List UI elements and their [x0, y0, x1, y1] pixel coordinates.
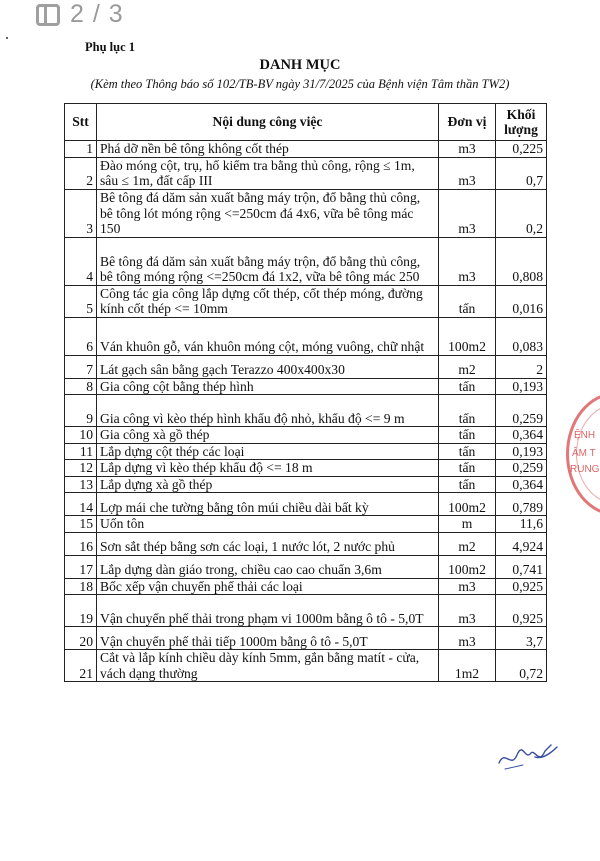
row-unit: m [439, 516, 496, 533]
table-row [65, 595, 547, 627]
appendix-label: Phụ lục 1 [85, 40, 136, 54]
row-unit: tấn [439, 285, 496, 317]
row-content: Bê tông đá dăm sản xuất bằng máy trộn, đổ bằng thủ công, bê tông lót móng rộng <=250cm đá 4x6, vữa bê tông mác 150 [97, 189, 439, 237]
row-quantity: 0,259 [496, 460, 547, 477]
row-quantity: 0,925 [496, 595, 547, 627]
row-content: Sơn sắt thép bằng sơn các loại, 1 nước lót, 2 nước phủ [97, 532, 439, 555]
row-content: Cắt và lắp kính chiều dày kính 5mm, gắn bằng matít - cửa, vách dạng thường [97, 650, 439, 682]
table-row [65, 650, 547, 682]
row-stt: 12 [65, 460, 97, 477]
row-stt: 18 [65, 578, 97, 595]
row-unit: m2 [439, 532, 496, 555]
row-stt: 3 [65, 189, 97, 237]
row-quantity: 3,7 [496, 627, 547, 650]
row-content: Gia công xà gồ thép [97, 427, 439, 444]
row-quantity: 4,924 [496, 532, 547, 555]
document-subtitle: (Kèm theo Thông báo số 102/TB-BV ngày 31/7/2025 của Bệnh viện Tâm thần TW2) [90, 77, 510, 91]
row-stt: 2 [65, 157, 97, 189]
table-row [65, 578, 547, 595]
row-quantity: 0,7 [496, 157, 547, 189]
row-quantity: 0,741 [496, 555, 547, 578]
table-row [65, 493, 547, 516]
row-quantity: 0,808 [496, 237, 547, 285]
document-icon [36, 4, 60, 26]
page-indicator [36, 0, 124, 29]
row-stt: 5 [65, 285, 97, 317]
row-unit: 100m2 [439, 555, 496, 578]
table-row [65, 355, 547, 378]
row-stt: 15 [65, 516, 97, 533]
row-unit: m2 [439, 355, 496, 378]
table-row [65, 516, 547, 533]
stamp-text-3: RUNG [570, 464, 600, 475]
table-row [65, 476, 547, 493]
speck [6, 37, 8, 39]
table-row [65, 395, 547, 427]
row-quantity: 0,259 [496, 395, 547, 427]
row-content: Vận chuyển phế thải trong phạm vi 1000m bằng ô tô - 5,0T [97, 595, 439, 627]
row-stt: 17 [65, 555, 97, 578]
row-content: Lắp dựng cột thép các loại [97, 443, 439, 460]
row-unit: m3 [439, 189, 496, 237]
row-stt: 20 [65, 627, 97, 650]
row-quantity: 0,925 [496, 578, 547, 595]
row-stt: 8 [65, 378, 97, 395]
red-seal-stamp [566, 392, 600, 516]
row-content: Lắp dựng vì kèo thép khẩu độ <= 18 m [97, 460, 439, 477]
row-content: Lắp dựng dàn giáo trong, chiều cao cao chuẩn 3,6m [97, 555, 439, 578]
row-content: Ván khuôn gỗ, ván khuôn móng cột, móng vuông, chữ nhật [97, 317, 439, 355]
table-header-row [65, 104, 547, 141]
handwritten-signature [495, 735, 565, 775]
row-quantity: 2 [496, 355, 547, 378]
document-title: DANH MỤC [259, 57, 341, 73]
row-unit: m3 [439, 627, 496, 650]
table-row [65, 460, 547, 477]
page-number: 2 / 3 [70, 0, 124, 28]
row-quantity: 0,016 [496, 285, 547, 317]
row-stt: 13 [65, 476, 97, 493]
row-unit: tấn [439, 476, 496, 493]
row-stt: 7 [65, 355, 97, 378]
table-row [65, 627, 547, 650]
row-unit: 1m2 [439, 650, 496, 682]
row-content: Lợp mái che tường bằng tôn múi chiều dài bất kỳ [97, 493, 439, 516]
table-row [65, 555, 547, 578]
table-row [65, 141, 547, 158]
row-stt: 10 [65, 427, 97, 444]
header-unit: Đơn vị [439, 104, 496, 141]
row-quantity: 0,2 [496, 189, 547, 237]
work-items-table [64, 103, 547, 682]
row-unit: tấn [439, 395, 496, 427]
row-stt: 9 [65, 395, 97, 427]
row-quantity: 0,72 [496, 650, 547, 682]
stamp-text-2: ÂM T [572, 448, 596, 459]
header-stt: Stt [65, 104, 97, 141]
row-unit: tấn [439, 427, 496, 444]
row-stt: 6 [65, 317, 97, 355]
table-row [65, 285, 547, 317]
table-row [65, 237, 547, 285]
row-quantity: 0,364 [496, 476, 547, 493]
row-content: Phá dỡ nền bê tông không cốt thép [97, 141, 439, 158]
table-row [65, 317, 547, 355]
row-content: Bốc xếp vận chuyển phế thải các loại [97, 578, 439, 595]
row-content: Đào móng cột, trụ, hố kiểm tra bằng thủ công, rộng ≤ 1m, sâu ≤ 1m, đất cấp III [97, 157, 439, 189]
row-unit: m3 [439, 237, 496, 285]
row-quantity: 11,6 [496, 516, 547, 533]
row-unit: tấn [439, 460, 496, 477]
row-stt: 11 [65, 443, 97, 460]
row-content: Công tác gia công lắp dựng cốt thép, cốt thép móng, đường kính cốt thép <= 10mm [97, 285, 439, 317]
row-stt: 1 [65, 141, 97, 158]
row-content: Lát gạch sân bằng gạch Terazzo 400x400x30 [97, 355, 439, 378]
row-unit: 100m2 [439, 317, 496, 355]
row-stt: 19 [65, 595, 97, 627]
row-quantity: 0,193 [496, 378, 547, 395]
header-content: Nội dung công việc [97, 104, 439, 141]
row-quantity: 0,225 [496, 141, 547, 158]
table-row [65, 189, 547, 237]
row-stt: 4 [65, 237, 97, 285]
row-unit: m3 [439, 141, 496, 158]
row-unit: m3 [439, 157, 496, 189]
table-row [65, 378, 547, 395]
row-stt: 21 [65, 650, 97, 682]
row-content: Lắp dựng xà gồ thép [97, 476, 439, 493]
row-unit: tấn [439, 443, 496, 460]
row-stt: 14 [65, 493, 97, 516]
row-unit: m3 [439, 595, 496, 627]
header-quantity: Khối lượng [496, 104, 547, 141]
row-stt: 16 [65, 532, 97, 555]
row-unit: 100m2 [439, 493, 496, 516]
row-content: Uốn tôn [97, 516, 439, 533]
stamp-text-1: ỆNH [574, 430, 596, 441]
row-content: Gia công cột bằng thép hình [97, 378, 439, 395]
row-quantity: 0,364 [496, 427, 547, 444]
row-content: Vận chuyển phế thải tiếp 1000m bằng ô tô - 5,0T [97, 627, 439, 650]
table-row [65, 532, 547, 555]
row-content: Gia công vì kèo thép hình khẩu độ nhỏ, khẩu độ <= 9 m [97, 395, 439, 427]
table-row [65, 157, 547, 189]
table-row [65, 443, 547, 460]
row-content: Bê tông đá dăm sản xuất bằng máy trộn, đổ bằng thủ công, bê tông móng rộng <=250cm đá 1x2, vữa bê tông mác 250 [97, 237, 439, 285]
row-unit: m3 [439, 578, 496, 595]
row-quantity: 0,193 [496, 443, 547, 460]
table-row [65, 427, 547, 444]
row-unit: tấn [439, 378, 496, 395]
row-quantity: 0,083 [496, 317, 547, 355]
row-quantity: 0,789 [496, 493, 547, 516]
